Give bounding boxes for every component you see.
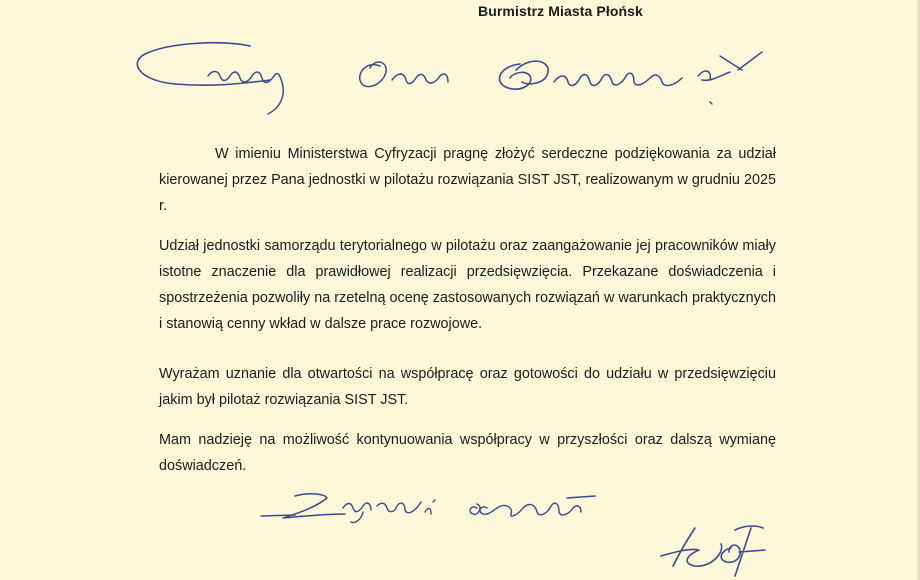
- handwritten-closing: [255, 486, 635, 526]
- page-edge: [916, 0, 920, 580]
- paragraph-participation: Udział jednostki samorządu terytorialnego w pilotażu oraz zaangażowanie jej pracowników miały istotne znaczenie dla prawidłowej realizacji przedsięwzięcia. Przekazane doświadczenia i spostrzeżenia pozwoliły na rzetelną ocenę zastosowanych rozwiązań w warunkach praktycznych i stanowią cenny wkład w dalsze prace rozwojowe.: [159, 238, 776, 332]
- paragraph-appreciation: Wyrażam uznanie dla otwartości na współpracę oraz gotowości do udziału w przedsięwzięciu jakim był pilotaż rozwiązania SIST JST.: [159, 366, 776, 408]
- paragraph-thanks: W imieniu Ministerstwa Cyfryzacji pragnę złożyć serdeczne podziękowania za udział kierowanej przez Pana jednostki w pilotażu rozwiązania SIST JST, realizowanym w grudniu 2025 r.: [159, 146, 776, 214]
- recipient-line: Burmistrz Miasta Płońsk: [478, 3, 643, 19]
- handwritten-signature: [655, 518, 775, 580]
- handwritten-salutation: [130, 36, 780, 116]
- paragraph-hope: Mam nadzieję na możliwość kontynuowania współpracy w przyszłości oraz dalszą wymianę doświadczeń.: [159, 432, 776, 474]
